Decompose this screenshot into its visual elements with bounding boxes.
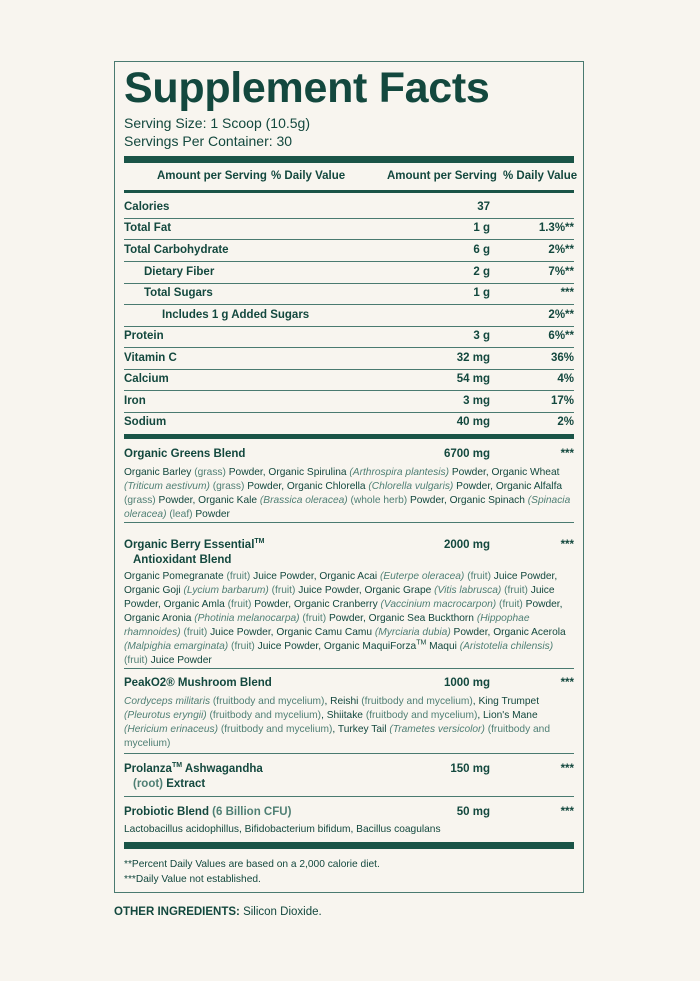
blend-name: Organic Greens Blend bbox=[124, 448, 246, 460]
ingredient-segment: Powder, Organic Alfalfa bbox=[453, 481, 563, 492]
servings-per-container: Servings Per Container: 30 bbox=[124, 133, 293, 149]
ingredient-segment: Powder, Organic Aronia bbox=[124, 599, 563, 624]
nutrient-label: Vitamin C bbox=[124, 352, 177, 364]
nutrient-row bbox=[124, 412, 574, 433]
nutrient-label: Total Fat bbox=[124, 222, 172, 234]
ingredient-segment: (fruitbody and mycelium) bbox=[361, 696, 473, 707]
ingredient-segment: Maqui bbox=[426, 641, 460, 652]
nutrient-dv: 7%** bbox=[548, 266, 574, 278]
nutrient-amount: 32 mg bbox=[456, 352, 490, 364]
nutrient-dv: 2%** bbox=[548, 244, 574, 256]
nutrient-amount: 3 mg bbox=[463, 395, 490, 407]
ingredient-segment: Organic Barley bbox=[124, 467, 195, 478]
ingredient-segment: (Chlorella vulgaris) bbox=[368, 481, 454, 492]
blend-dv: *** bbox=[560, 539, 574, 551]
ingredient-segment: (Pleurotus eryngii) bbox=[124, 710, 207, 721]
ingredient-segment: (Lycium barbarum) bbox=[183, 585, 269, 596]
ingredient-segment: Powder, Organic Spirulina bbox=[225, 467, 350, 478]
blend-amount: 150 mg bbox=[450, 763, 490, 775]
other-ingredients-value: Silicon Dioxide. bbox=[239, 906, 322, 918]
other-ingredients bbox=[114, 906, 322, 918]
ingredient-segment: (Hericium erinaceus) bbox=[124, 724, 218, 735]
nutrient-amount: 2 g bbox=[473, 266, 490, 278]
ingredient-segment: Cordyceps militaris bbox=[124, 696, 211, 707]
ingredient-segment: , Shiitake bbox=[321, 710, 366, 721]
nutrient-label: Total Carbohydrate bbox=[124, 244, 229, 256]
ingredient-segment: Organic Pomegranate bbox=[124, 571, 227, 582]
ingredient-segment: Juice Powder, Organic Camu Camu bbox=[207, 627, 375, 638]
ingredient-segment: Powder, Organic Spinach bbox=[407, 495, 528, 506]
ingredient-segment: (fruit) bbox=[183, 627, 208, 638]
ingredient-segment: Powder, Organic Kale bbox=[155, 495, 260, 506]
footnote-dv-not-established: ***Daily Value not established. bbox=[124, 874, 261, 885]
blend-amount: 2000 mg bbox=[443, 539, 490, 551]
blend-name: Prolanza™ Ashwagandha bbox=[124, 762, 263, 775]
ingredient-segment: Powder bbox=[192, 509, 230, 520]
nutrient-amount: 54 mg bbox=[456, 373, 490, 385]
blend-name: PeakO2® Mushroom Blend bbox=[124, 677, 272, 689]
nutrient-dv: 6%** bbox=[548, 330, 574, 342]
ingredient-segment: (fruit) bbox=[124, 655, 148, 666]
ingredient-segment: Powder, Organic Acerola bbox=[450, 627, 566, 638]
nutrient-row bbox=[124, 218, 574, 239]
blend-amount: 50 mg bbox=[456, 806, 490, 818]
header-bar bbox=[124, 190, 574, 193]
serving-size: Serving Size: 1 Scoop (10.5g) bbox=[124, 115, 310, 131]
supplement-facts-panel bbox=[114, 61, 584, 893]
ingredient-segment: (Vitis labrusca) bbox=[434, 585, 502, 596]
ingredient-segment: (Vaccinium macrocarpon) bbox=[380, 599, 497, 610]
blend-name: Organic Berry Essential™ bbox=[124, 538, 265, 551]
ingredient-segment: (fruitbody and mycelium) bbox=[124, 724, 550, 749]
blend-greens-ingredients bbox=[124, 466, 577, 522]
divider bbox=[124, 668, 574, 669]
nutrient-row bbox=[124, 197, 574, 218]
divider bbox=[124, 522, 574, 523]
ingredient-segment: Powder, Organic Wheat bbox=[449, 467, 560, 478]
ingredient-segment: , Turkey Tail bbox=[332, 724, 390, 735]
ingredient-segment: Juice Powder, Organic Goji bbox=[124, 571, 558, 596]
ingredient-segment: Powder, Organic Chlorella bbox=[244, 481, 369, 492]
nutrient-end-bar bbox=[124, 434, 574, 439]
nutrient-label: Total Sugars bbox=[144, 287, 213, 299]
nutrient-dv: 2%** bbox=[548, 309, 574, 321]
other-ingredients-label: OTHER INGREDIENTS: bbox=[114, 906, 240, 918]
nutrient-row bbox=[124, 369, 574, 390]
ingredient-segment: (grass) bbox=[124, 495, 156, 506]
ingredient-segment: , Reishi bbox=[324, 696, 362, 707]
ingredient-segment: (fruitbody and mycelium) bbox=[209, 710, 322, 721]
divider bbox=[124, 796, 574, 797]
ingredient-segment: (fruit) bbox=[302, 613, 327, 624]
ingredient-segment: (grass) bbox=[212, 481, 245, 492]
ingredient-segment: (Spinacia oleracea) bbox=[124, 495, 571, 520]
panel-title: Supplement Facts bbox=[124, 64, 490, 112]
blend-dv: *** bbox=[560, 448, 574, 460]
ingredient-segment: (Trametes versicolor) bbox=[389, 724, 485, 735]
nutrient-label: Sodium bbox=[124, 416, 167, 428]
blend-dv: *** bbox=[560, 677, 574, 689]
ingredient-segment: (grass) bbox=[194, 467, 226, 478]
ingredient-segment: TM bbox=[416, 639, 427, 647]
nutrient-label: Iron bbox=[124, 395, 146, 407]
nutrient-amount: 1 g bbox=[473, 287, 490, 299]
ingredient-segment: (Myrciaria dubia) bbox=[374, 627, 451, 638]
ingredient-segment: (fruit) bbox=[271, 585, 296, 596]
nutrient-amount: 1 g bbox=[473, 222, 490, 234]
nutrient-dv: 17% bbox=[550, 395, 574, 407]
ingredient-segment: (whole herb) bbox=[350, 495, 408, 506]
ingredient-segment: (Malpighia emarginata) bbox=[124, 641, 229, 652]
ingredient-segment: (fruitbody and mycelium) bbox=[365, 710, 478, 721]
ingredient-segment: (fruit) bbox=[227, 599, 252, 610]
ingredient-segment: (fruit) bbox=[226, 571, 251, 582]
nutrient-amount: 37 bbox=[477, 201, 490, 213]
header-left-dv: % Daily Value bbox=[271, 170, 346, 182]
ingredient-segment: (fruit) bbox=[499, 599, 523, 610]
divider bbox=[124, 753, 574, 754]
nutrient-amount: 40 mg bbox=[456, 416, 490, 428]
nutrient-row bbox=[124, 326, 574, 347]
footnote-percent-dv: **Percent Daily Values are based on a 2,000 calorie diet. bbox=[124, 859, 380, 870]
ingredient-segment: , King Trumpet bbox=[472, 696, 540, 707]
ingredient-segment: Juice Powder, Organic Grape bbox=[295, 585, 435, 596]
ingredient-segment: (fruit) bbox=[231, 641, 255, 652]
ingredient-segment: Juice Powder, Organic Amla bbox=[124, 585, 555, 610]
ingredient-segment: Juice Powder, Organic Acai bbox=[250, 571, 380, 582]
ingredient-segment: , Lion's Mane bbox=[477, 710, 538, 721]
blend-mushroom-ingredients bbox=[124, 695, 577, 751]
ingredient-segment: Juice Powder bbox=[147, 655, 212, 666]
blend-amount: 6700 mg bbox=[443, 448, 490, 460]
ingredient-segment: (Euterpe oleracea) bbox=[379, 571, 465, 582]
nutrient-row bbox=[124, 240, 574, 261]
ingredient-segment: (Aristotelia chilensis) bbox=[459, 641, 554, 652]
header-right-amount: Amount per Serving bbox=[387, 170, 497, 182]
nutrient-dv: *** bbox=[560, 287, 574, 299]
bottom-thick-bar bbox=[124, 842, 574, 849]
nutrient-amount: 6 g bbox=[473, 244, 490, 256]
ingredient-segment: (Brassica oleracea) bbox=[259, 495, 348, 506]
blend-name-line2: (root) Extract bbox=[133, 778, 206, 790]
blend-berry-ingredients bbox=[124, 570, 577, 668]
trademark: TM bbox=[171, 762, 183, 770]
nutrient-row bbox=[124, 283, 574, 304]
nutrient-label: Calories bbox=[124, 201, 170, 213]
ingredient-segment: (fruitbody and mycelium) bbox=[212, 696, 325, 707]
blend-name: Probiotic Blend (6 Billion CFU) bbox=[124, 806, 292, 818]
ingredient-segment: (Photinia melanocarpa) bbox=[194, 613, 300, 624]
blend-name-line2: Antioxidant Blend bbox=[133, 554, 232, 566]
ingredient-segment: (Arthrospira plantesis) bbox=[349, 467, 450, 478]
nutrient-dv: 1.3%** bbox=[538, 222, 574, 234]
ingredient-segment: (Triticum aestivum) bbox=[124, 481, 210, 492]
nutrient-label: Calcium bbox=[124, 373, 169, 385]
ingredient-segment: (fruitbody and mycelium) bbox=[220, 724, 333, 735]
ingredient-segment: Powder, Organic Cranberry bbox=[251, 599, 381, 610]
ingredient-segment: (Hippophae rhamnoides) bbox=[124, 613, 530, 638]
ingredient-segment: (fruit) bbox=[467, 571, 491, 582]
ingredient-segment: (leaf) bbox=[169, 509, 193, 520]
trademark: TM bbox=[254, 538, 265, 546]
header-right-dv: % Daily Value bbox=[503, 170, 578, 182]
top-thick-bar bbox=[124, 156, 574, 163]
nutrient-row bbox=[124, 391, 574, 412]
nutrient-row bbox=[124, 262, 574, 283]
nutrient-label: Dietary Fiber bbox=[144, 266, 215, 278]
nutrient-amount: 3 g bbox=[473, 330, 490, 342]
ingredient-segment: (fruit) bbox=[504, 585, 528, 596]
nutrient-label: Protein bbox=[124, 330, 164, 342]
nutrient-dv: 36% bbox=[550, 352, 574, 364]
nutrient-row bbox=[124, 305, 574, 326]
ingredient-segment: Juice Powder, Organic MaquiForza bbox=[254, 641, 417, 652]
nutrient-row bbox=[124, 348, 574, 369]
nutrient-label: Includes 1 g Added Sugars bbox=[162, 309, 310, 321]
header-left-amount: Amount per Serving bbox=[157, 170, 267, 182]
nutrient-dv: 4% bbox=[557, 373, 574, 385]
blend-dv: *** bbox=[560, 806, 574, 818]
blend-amount: 1000 mg bbox=[443, 677, 490, 689]
nutrient-dv: 2% bbox=[557, 416, 574, 428]
ingredient-segment: Powder, Organic Sea Buckthorn bbox=[326, 613, 477, 624]
blend-probiotic-ingredients: Lactobacillus acidophillus, Bifidobacterium bifidum, Bacillus coagulans bbox=[124, 824, 441, 835]
blend-dv: *** bbox=[560, 763, 574, 775]
